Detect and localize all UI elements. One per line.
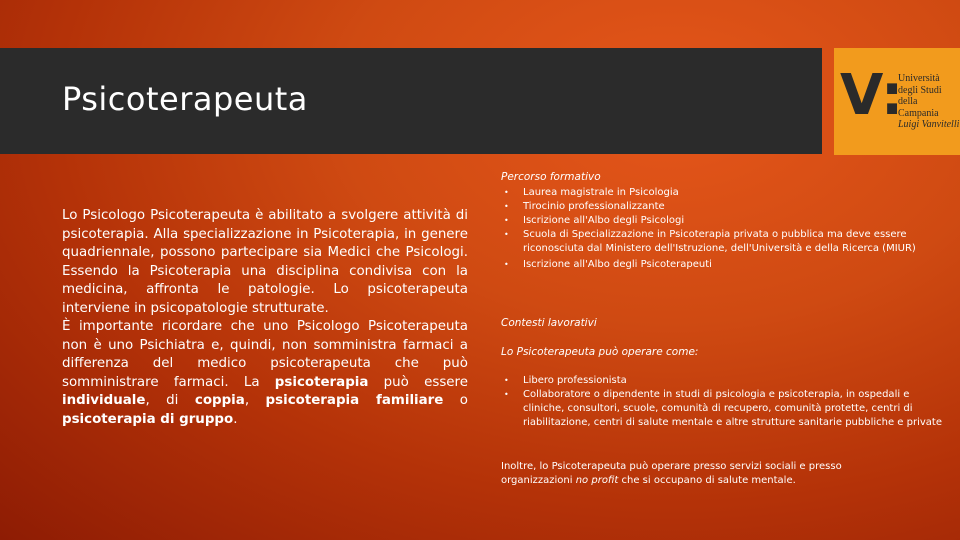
p2-text-4: o	[443, 393, 469, 408]
bold-psicoterapia: psicoterapia	[274, 374, 369, 390]
bold-individuale: individuale	[62, 393, 146, 408]
percorso-item: • Laurea magistrale in Psicologia	[501, 186, 946, 200]
p2-text-5: .	[233, 411, 238, 427]
percorso-item: • Tirocinio professionalizzante	[501, 200, 946, 214]
p2-text-1: può essere	[368, 374, 468, 390]
come-list	[501, 374, 946, 430]
p2-text-2: , di	[145, 393, 195, 408]
come-heading: Lo Psicoterapeuta può operare come:	[501, 346, 699, 358]
inoltre-text-b: che si occupano di salute mentale.	[618, 475, 796, 486]
come-item: • Libero professionista	[501, 374, 946, 388]
p2-text-a: È importante ricordare che uno Psicologo Psicoterapeuta non è uno Psichiatra e, quindi, non somministra farmaci a differenza del medico psicoterapeuta che può somministrare farmaci. La	[62, 319, 468, 390]
percorso-section	[501, 170, 946, 272]
percorso-heading: Percorso formativo	[501, 171, 601, 183]
contesti-heading: Contesti lavorativi	[501, 317, 597, 329]
paragraph-1: Lo Psicologo Psicoterapeuta è abilitato a svolgere attività di psicoterapia. Alla specializzazione in Psicoterapia, in genere quadriennale, possono partecipare sia Medici che Psicologi. Essendo la Psicoterapia una disciplina condivisa con la medicina, affronta le patologie. Lo psicoterapeuta interviene in psicopatologie strutturate.	[62, 208, 468, 316]
logo-line-2: degli Studi	[898, 84, 942, 96]
percorso-list	[501, 186, 946, 272]
logo-text	[898, 73, 960, 131]
p2-text-3: ,	[244, 393, 266, 408]
bold-gruppo: psicoterapia di gruppo	[62, 411, 234, 427]
bold-familiare: psicoterapia familiare	[265, 393, 444, 408]
percorso-item: • Iscrizione all'Albo degli Psicologi	[501, 214, 946, 228]
logo-line-4: Luigi Vanvitelli	[898, 119, 960, 130]
logo-line-3: della Campania	[898, 96, 939, 119]
paragraph-2	[62, 318, 468, 429]
logo-letter: V:	[840, 63, 904, 128]
university-logo	[834, 48, 960, 155]
left-description	[62, 207, 468, 429]
percorso-item: • Scuola di Specializzazione in Psicoterapia privata o pubblica ma deve essere riconosciuta dal Ministero dell'Istruzione, dell'Università e della Ricerca (MIUR)	[501, 228, 946, 256]
inoltre-paragraph	[501, 460, 871, 488]
inoltre-no-profit: no profit	[575, 475, 619, 486]
come-item: • Collaboratore o dipendente in studi di psicologia e psicoterapia, in ospedali e cliniche, consultori, scuole, comunità di recupero, comunità protette, centri di riabilitazione, centri di salute mentale e altre strutture sanitarie pubbliche e private	[501, 388, 946, 430]
bold-coppia: coppia	[194, 393, 245, 408]
inoltre-text-a: Inoltre, lo Psicoterapeuta può operare presso servizi sociali e presso organizzazioni	[501, 461, 842, 486]
logo-line-1: Università	[898, 73, 940, 84]
percorso-item: • Iscrizione all'Albo degli Psicoterapeuti	[501, 258, 946, 272]
slide-title: Psicoterapeuta	[62, 80, 308, 118]
